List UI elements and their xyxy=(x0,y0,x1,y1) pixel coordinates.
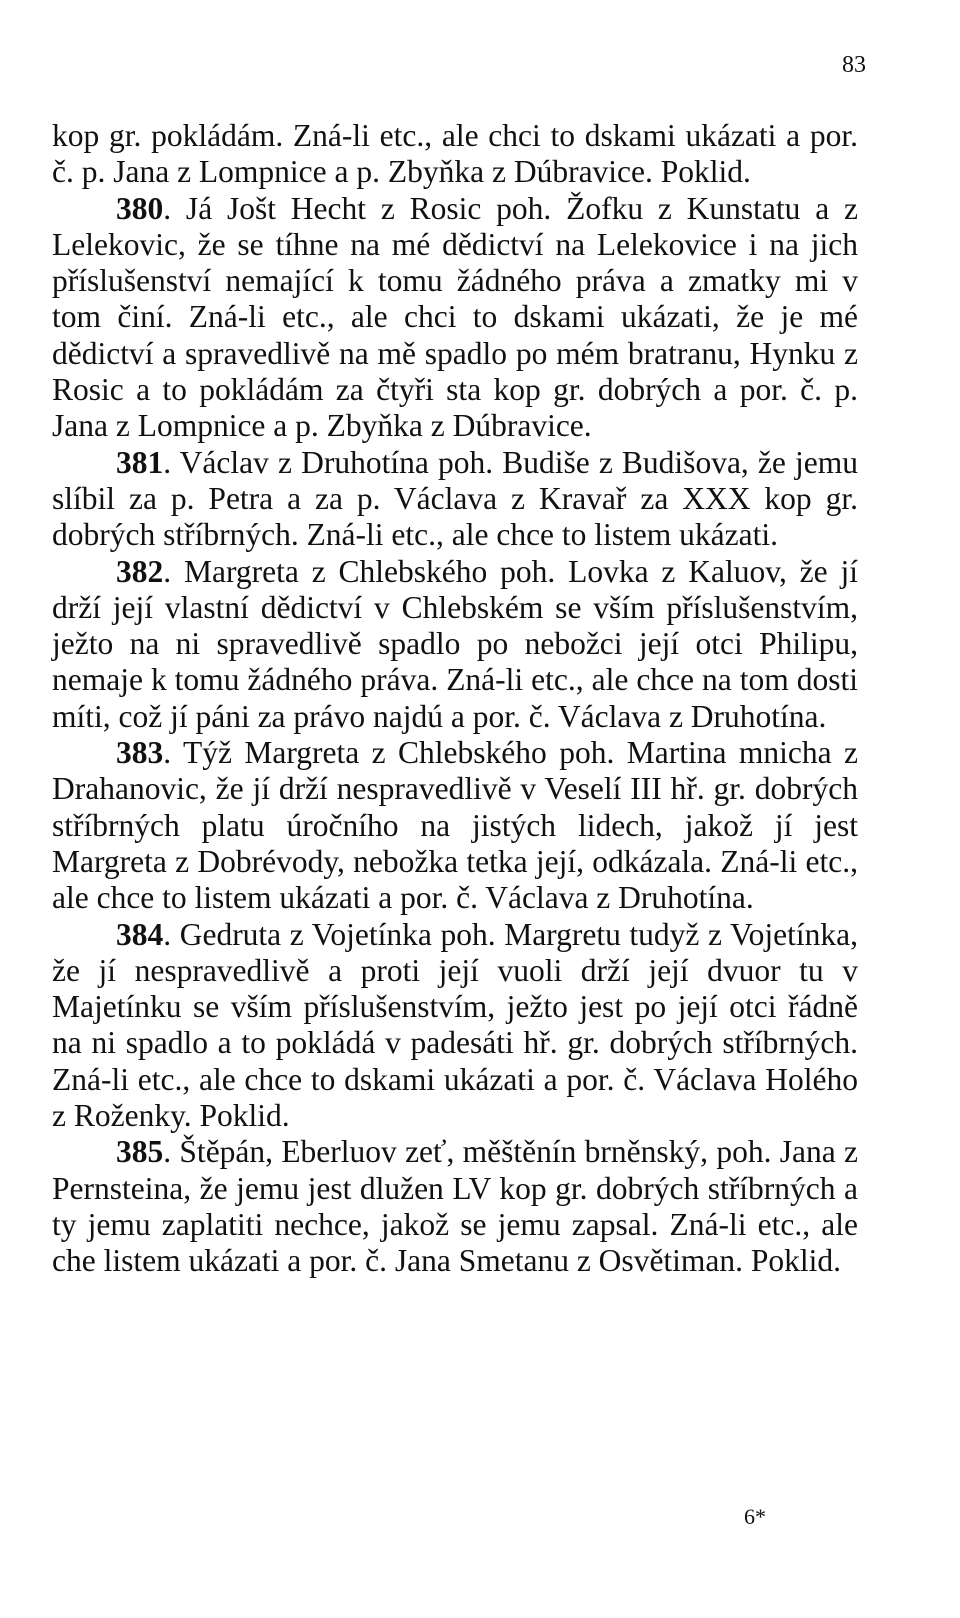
entry-384 xyxy=(52,917,858,1135)
entry-380 xyxy=(52,191,858,445)
entry-text: . Václav z Druhotína poh. Budiše z Budišova, že jemu slíbil za p. Petra a za p. Václava z Kravař za XXX kop gr. dobrých stříbrných. Zná-li etc., ale chce to listem ukázati. xyxy=(52,444,858,553)
page-number: 83 xyxy=(842,52,866,78)
paragraph-text: kop gr. pokládám. Zná-li etc., ale chci to dskami ukázati a por. č. p. Jana z Lompnice a p. Zbyňka z Dúbravice. Poklid. xyxy=(52,118,858,190)
entry-text: . Já Jošt Hecht z Rosic poh. Žofku z Kunstatu a z Lelekovic, že se tíhne na mé dědictví na Lelekovice i na jich příslušenství nemající k tomu žádného práva a zmatky mi v tom činí. Zná-li etc., ale chci to dskami ukázati, že je mé dědictví a spravedlivě na mě spadlo po mém bratranu, Hynku z Rosic a to pokládám za čtyři sta kop gr. dobrých a por. č. p. Jana z Lompnice a p. Zbyňka z Dúbravice. xyxy=(52,190,858,444)
entry-number: 381 xyxy=(116,444,164,480)
entry-text: . Gedruta z Vojetínka poh. Margretu tudyž z Vojetínka, že jí nespravedlivě a proti její vuoli drží její dvuor tu v Majetínku se vším příslušenstvím, ježto jest po její otci řádně na ni spadlo a to pokládá v padesáti hř. gr. dobrých stříbrných. Zná-li etc., ale chce to dskami ukázati a por. č. Václava Holého z Roženky. Poklid. xyxy=(52,916,858,1134)
entry-number: 384 xyxy=(116,916,164,952)
entry-381 xyxy=(52,445,858,554)
paragraph-continuation xyxy=(52,118,858,191)
page-text xyxy=(52,118,858,1280)
entry-text: . Margreta z Chlebského poh. Lovka z Kaluov, že jí drží její vlastní dědictví v Chlebském se vším příslušenstvím, ježto na ni spravedlivě spadlo po nebožci její otci Philipu, nemaje k tomu žádného práva. Zná-li etc., ale chce na tom dosti míti, což jí páni za právo najdú a por. č. Václava z Druhotína. xyxy=(52,553,858,734)
entry-number: 385 xyxy=(116,1134,164,1170)
entry-385 xyxy=(52,1134,858,1279)
entry-number: 380 xyxy=(116,190,164,226)
entry-text: . Týž Margreta z Chlebského poh. Martina mnicha z Drahanovic, že jí drží nespravedlivě v Veselí III hř. gr. dobrých stříbrných platu úročního na jistých lidech, jakož jí jest Margreta z Dobrévody, nebožka tetka její, odkázala. Zná-li etc., ale chce to listem ukázati a por. č. Václava z Druhotína. xyxy=(52,735,858,916)
entry-text: . Štěpán, Eberluov zeť, měštěnín brněnský, poh. Jana z Pernsteina, že jemu jest dlužen LV kop gr. dobrých stříbrných a ty jemu zaplatiti nechce, jakož se jemu zapsal. Zná-li etc., ale che listem ukázati a por. č. Jana Smetanu z Osvětiman. Poklid. xyxy=(52,1134,858,1279)
sheet-signature-mark: 6* xyxy=(744,1504,766,1529)
entry-382 xyxy=(52,554,858,735)
entry-number: 383 xyxy=(116,735,164,771)
entry-383 xyxy=(52,735,858,916)
entry-number: 382 xyxy=(116,553,164,589)
